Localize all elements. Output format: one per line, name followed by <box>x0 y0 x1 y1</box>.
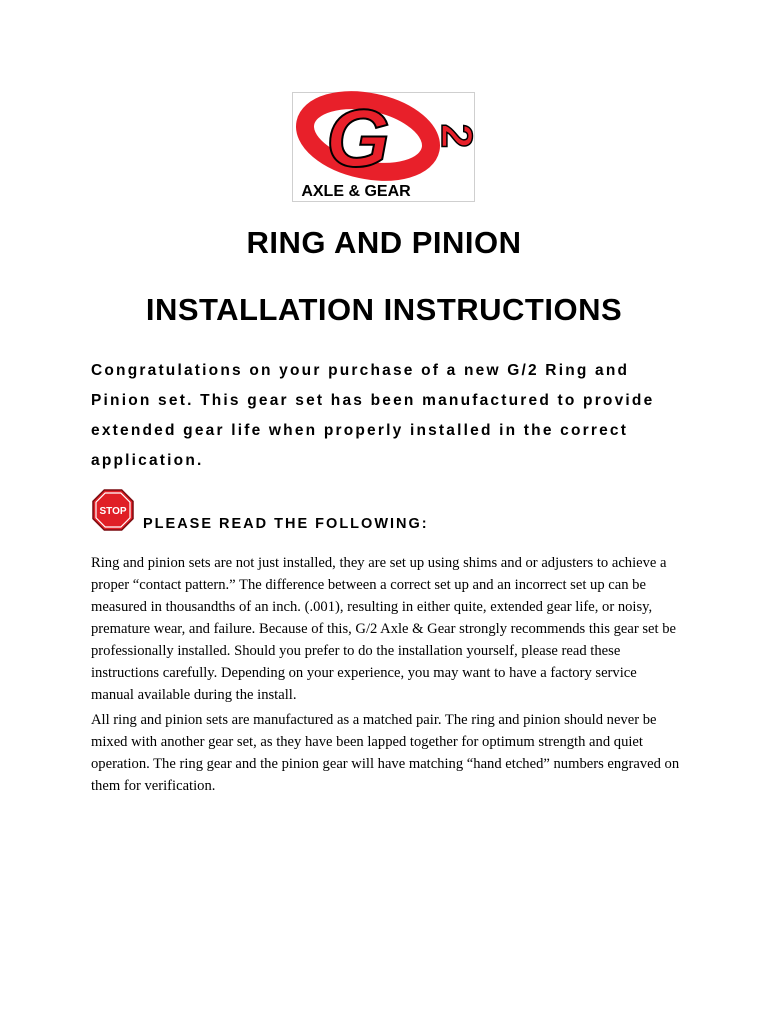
g2-axle-gear-logo <box>292 92 481 202</box>
page-title-line1: RING AND PINION <box>246 225 522 260</box>
logo-main-letter: G <box>326 93 390 184</box>
stop-sign-text: STOP <box>99 506 127 517</box>
notice-heading: PLEASE READ THE FOLLOWING: <box>143 516 429 532</box>
page-title-line2: INSTALLATION INSTRUCTIONS <box>145 292 623 327</box>
body-paragraph-1: Ring and pinion sets are not just installed, they are set up using shims and or adjusters to achieve a proper “contact pattern.” The difference between a correct set up and an incorrect set up can be measured in thousandths of an inch. (.001), resulting in either quite, extended gear life, or noisy, premature wear, and failure. Because of this, G/2 Axle & Gear strongly recommends this gear set be professionally installed. Should you prefer to do the installation yourself, please read these instructions carefully. Depending on your experience, you may want to have a factory service manual available during the install. <box>91 555 676 703</box>
logo-tagline: AXLE & GEAR <box>301 183 411 200</box>
body-paragraph-2: All ring and pinion sets are manufactured as a matched pair. The ring and pinion should never be mixed with another gear set, as they have been lapped together for optimum strength and quiet operation. The ring gear and the pinion gear will have matching “hand etched” numbers engraved on them for verification. <box>91 712 680 794</box>
logo-superscript: 2 <box>432 123 481 149</box>
stop-sign-icon <box>92 489 134 531</box>
intro-paragraph: Congratulations on your purchase of a new G/2 Ring and Pinion set. This gear set has been manufactured to provide extended gear life when properly installed in the correct application. <box>91 362 655 469</box>
